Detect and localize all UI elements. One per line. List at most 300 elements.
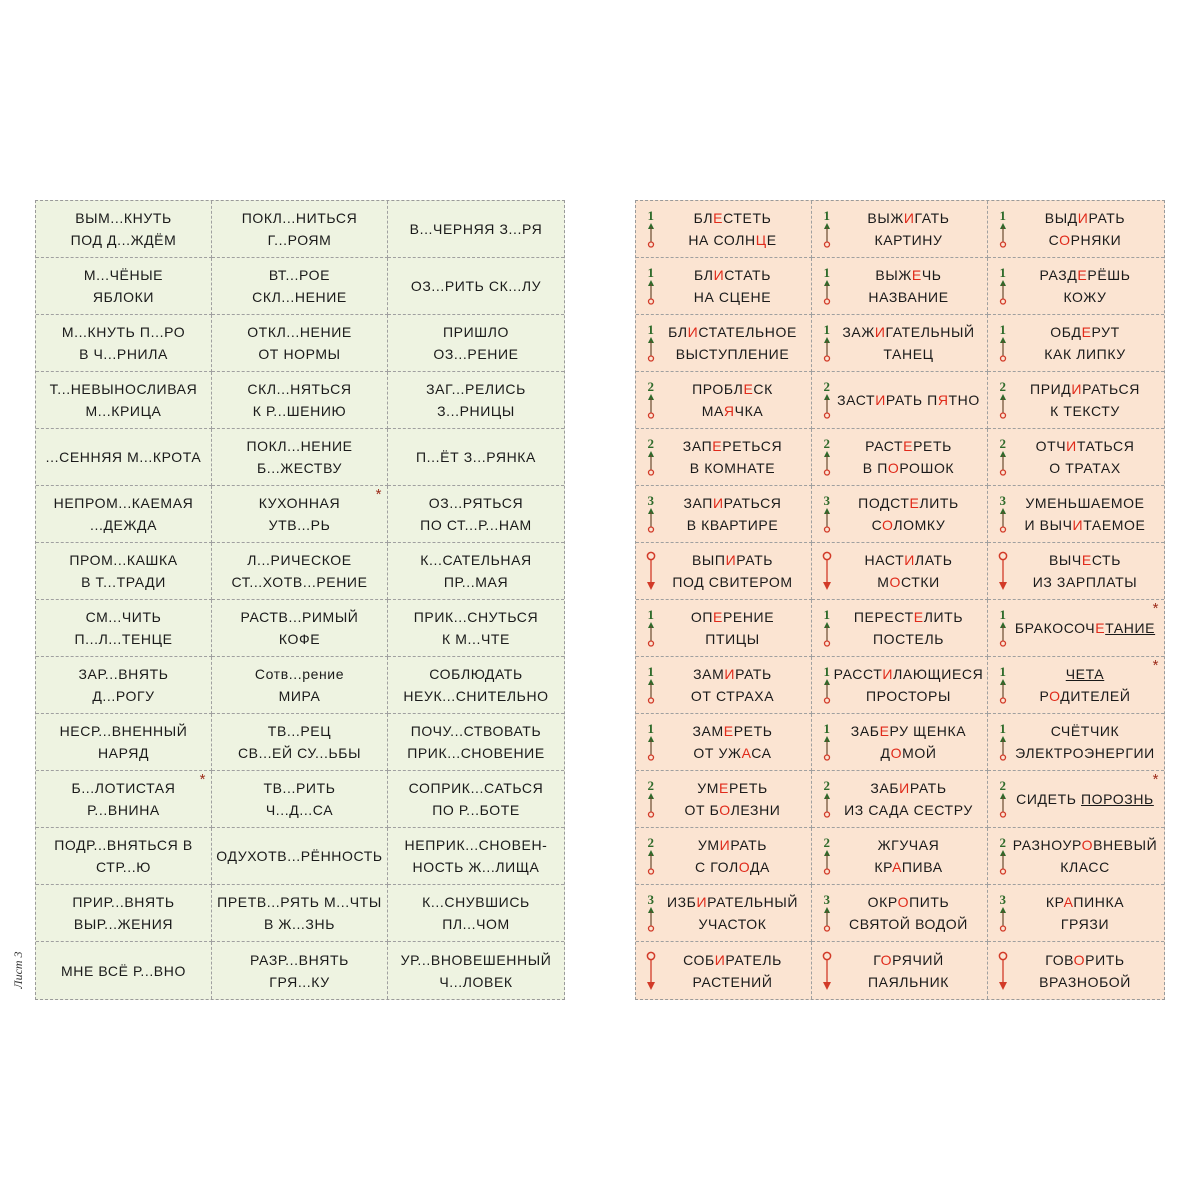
card-line: ВЫМ...КНУТЬ <box>75 210 172 226</box>
vowel-highlight: О <box>1059 232 1071 248</box>
svg-text:3: 3 <box>647 494 655 508</box>
card-line: РАСТВ...РИМЫЙ <box>240 609 359 625</box>
vowel-highlight: Е <box>1095 620 1106 636</box>
word-card <box>212 714 388 771</box>
text-segment: РАТЬ <box>730 837 768 853</box>
svg-text:3: 3 <box>823 494 831 508</box>
answer-card <box>636 600 812 657</box>
answer-card <box>812 372 988 429</box>
card-line: ПОДР...ВНЯТЬСЯ В <box>54 837 193 853</box>
card-line <box>695 856 770 878</box>
text-segment: РАСТЕНИЙ <box>692 973 773 990</box>
card-line: ПОКЛ...НИТЬСЯ <box>241 210 358 226</box>
card-line <box>688 229 776 251</box>
card-line <box>874 856 942 878</box>
vowel-highlight: О <box>887 460 900 476</box>
card-line: НЕУК...СНИТЕЛЬНО <box>403 688 549 704</box>
text-segment: ПОД СВИТЕРОМ <box>672 574 793 590</box>
arrow-up-1-icon <box>997 665 1009 705</box>
arrow-up-1-icon <box>997 722 1009 762</box>
arrow-up-1-icon <box>645 608 657 648</box>
text-segment: ГОВ <box>1045 951 1074 968</box>
card-line <box>692 378 773 400</box>
text-segment: КАРТИНУ <box>874 232 943 248</box>
word-card <box>388 429 564 486</box>
answer-card <box>812 771 988 828</box>
card-line <box>690 457 775 479</box>
svg-text:2: 2 <box>999 779 1007 793</box>
text-segment: РАТЬ <box>909 780 947 796</box>
card-line <box>694 264 771 286</box>
word-card <box>36 657 212 714</box>
text-segment: ЖГУЧАЯ <box>877 837 940 853</box>
arrow-up-1-icon <box>645 665 657 705</box>
text-segment: УМ <box>697 780 719 796</box>
card-line: М...КНУТЬ П...РО <box>61 324 186 340</box>
arrow-up-1-icon <box>821 266 833 306</box>
vowel-highlight: И <box>1071 381 1083 397</box>
text-segment: Е <box>766 232 777 248</box>
card-line: ОЗ...РЯТЬСЯ <box>428 495 524 511</box>
card-line: НОСТЬ Ж...ЛИЩА <box>412 859 540 875</box>
answer-card <box>988 771 1164 828</box>
arrow-up-2-icon <box>997 779 1009 819</box>
vowel-highlight: Я <box>937 392 949 408</box>
text-segment: ПИТЬ <box>909 894 950 910</box>
svg-text:1: 1 <box>823 608 831 622</box>
text-segment: ПТИЦЫ <box>705 631 760 647</box>
text-segment: ОТ УЖ <box>693 745 742 761</box>
text-segment: РЕНИЕ <box>722 609 775 625</box>
arrow-up-1-icon <box>821 608 833 648</box>
arrow-up-3-icon <box>645 893 657 933</box>
card-line <box>834 663 984 685</box>
card-line <box>698 913 766 935</box>
card-line: РАЗР...ВНЯТЬ <box>250 951 349 968</box>
right-card-sheet <box>635 200 1165 1000</box>
text-segment: КР <box>874 859 893 875</box>
answer-card <box>636 828 812 885</box>
text-segment: РАТЕЛЬНЫЙ <box>707 894 799 910</box>
text-segment: ЗАП <box>682 438 713 454</box>
svg-text:3: 3 <box>647 893 655 907</box>
arrow-up-1-icon <box>997 323 1009 363</box>
card-line <box>1025 492 1144 514</box>
svg-text:1: 1 <box>999 722 1007 736</box>
card-line <box>851 720 966 742</box>
arrow-up-2-icon <box>821 437 833 477</box>
arrow-up-3-icon <box>821 494 833 534</box>
text-segment: СТЬ <box>1091 552 1121 568</box>
svg-text:1: 1 <box>823 323 831 337</box>
text-segment: УМЕНЬШАЕМОЕ <box>1025 495 1145 511</box>
svg-text:2: 2 <box>999 380 1007 394</box>
card-line <box>672 571 792 593</box>
answer-card <box>812 258 988 315</box>
card-line: ВЫР...ЖЕНИЯ <box>73 916 174 932</box>
text-segment: ЗАБ <box>870 780 900 796</box>
text-segment: ВНЕВЫЙ <box>1093 837 1158 853</box>
arrow-down-icon <box>997 551 1009 591</box>
answer-card <box>988 258 1164 315</box>
svg-text:3: 3 <box>999 494 1007 508</box>
word-card <box>36 258 212 315</box>
word-card <box>36 486 212 543</box>
card-line: Г...РОЯМ <box>267 232 332 248</box>
card-line: ОТ НОРМЫ <box>258 346 341 362</box>
card-line: ПО СТ...Р...НАМ <box>420 517 532 533</box>
svg-text:1: 1 <box>823 722 831 736</box>
card-line: З...РНИЦЫ <box>437 403 515 419</box>
text-segment: РАССТ <box>833 666 883 682</box>
card-line <box>1025 514 1146 536</box>
card-line <box>685 799 781 821</box>
vowel-highlight: И <box>714 951 726 968</box>
card-line: ПОД Д...ЖДЁМ <box>70 232 177 248</box>
card-line: ПО Р...БОТЕ <box>432 802 520 818</box>
word-card <box>212 600 388 657</box>
vowel-highlight: Е <box>903 438 914 454</box>
svg-text:2: 2 <box>823 836 831 850</box>
arrow-up-1-icon <box>821 722 833 762</box>
text-segment: НАЗВАНИЕ <box>868 289 949 305</box>
arrow-up-1-icon <box>821 665 833 705</box>
text-segment: ДИТЕЛЕЙ <box>1060 688 1131 704</box>
card-line <box>1049 229 1122 251</box>
arrow-up-3-icon <box>821 893 833 933</box>
svg-text:2: 2 <box>999 437 1007 451</box>
word-card <box>36 372 212 429</box>
answer-card <box>812 315 988 372</box>
svg-text:1: 1 <box>823 665 831 679</box>
card-line <box>1045 949 1124 971</box>
svg-text:2: 2 <box>823 437 831 451</box>
vowel-highlight: О <box>889 574 901 590</box>
text-segment: БЛ <box>668 324 688 340</box>
vowel-highlight: О <box>1081 837 1094 853</box>
word-card <box>36 201 212 258</box>
text-segment: ПИВА <box>901 859 943 875</box>
card-line <box>870 777 946 799</box>
card-line <box>694 286 771 308</box>
card-line <box>687 514 779 536</box>
vowel-highlight: О <box>897 894 910 910</box>
card-line <box>868 286 948 308</box>
text-segment: ЛИТЬ <box>923 609 964 625</box>
card-line: НЕСР...ВНЕННЫЙ <box>59 723 188 739</box>
asterisk-mark: * <box>1152 771 1159 788</box>
card-line <box>863 457 954 479</box>
card-line: К...САТЕЛЬНАЯ <box>420 552 532 568</box>
card-line: ПРИК...СНУТЬСЯ <box>413 609 539 625</box>
vowel-highlight: Я <box>723 403 735 419</box>
text-segment: ПОДСТ <box>858 495 910 511</box>
vowel-highlight: Е <box>723 723 734 739</box>
answer-card <box>636 714 812 771</box>
vowel-highlight: И <box>882 666 894 682</box>
word-card <box>388 315 564 372</box>
card-line <box>1036 435 1135 457</box>
text-segment: РЕТЬ <box>913 438 952 454</box>
text-segment: ПАЯЛЬНИК <box>867 973 949 990</box>
card-line <box>880 742 936 764</box>
answer-card <box>812 714 988 771</box>
text-segment: ГАТЬ <box>914 210 950 226</box>
arrow-down-icon <box>997 951 1009 991</box>
text-segment: О ТРАТАХ <box>1049 460 1121 476</box>
text-segment: ЗАП <box>683 495 713 511</box>
text-segment: ВЫД <box>1044 210 1078 226</box>
asterisk-mark: * <box>199 771 206 788</box>
answer-card <box>988 486 1164 543</box>
text-segment: БЛ <box>693 210 714 226</box>
svg-text:1: 1 <box>647 323 655 337</box>
card-line: СОПРИК...САТЬСЯ <box>408 780 544 796</box>
text-segment: ПЕРЕСТ <box>853 609 914 625</box>
card-line: В Т...ТРАДИ <box>81 574 166 590</box>
answer-card <box>812 657 988 714</box>
vowel-highlight: О <box>882 517 894 533</box>
vowel-highlight: Е <box>713 609 723 625</box>
vowel-highlight: О <box>890 745 903 761</box>
text-segment: ПОРОЗНЬ <box>1081 791 1154 807</box>
card-line: К М...ЧТЕ <box>442 631 510 647</box>
card-line <box>668 321 797 343</box>
word-card <box>212 942 388 999</box>
answer-card <box>636 543 812 600</box>
word-card <box>212 486 388 543</box>
svg-text:3: 3 <box>823 893 831 907</box>
word-card <box>212 201 388 258</box>
card-line: СКЛ...НЯТЬСЯ <box>247 381 352 397</box>
card-line: ПРИК...СНОВЕНИЕ <box>407 745 545 761</box>
card-line <box>683 435 782 457</box>
word-card <box>36 885 212 942</box>
card-line <box>868 891 950 913</box>
card-line <box>1040 264 1131 286</box>
vowel-highlight: О <box>880 951 893 968</box>
answer-card <box>988 657 1164 714</box>
text-segment: ОКР <box>867 894 898 910</box>
text-segment: РАТЬСЯ <box>1082 381 1140 397</box>
card-line: В Ч...РНИЛА <box>79 346 168 362</box>
arrow-down-icon <box>821 551 833 591</box>
svg-text:1: 1 <box>647 266 655 280</box>
vowel-highlight: Е <box>1081 552 1092 568</box>
card-line <box>872 514 946 536</box>
svg-text:2: 2 <box>647 779 655 793</box>
card-line <box>1039 971 1131 993</box>
arrow-down-icon <box>821 951 833 991</box>
card-line <box>1061 913 1109 935</box>
arrow-down-icon <box>645 551 657 591</box>
word-card <box>388 714 564 771</box>
text-segment: РЕТЬ <box>728 780 768 796</box>
card-line: ПР...МАЯ <box>443 574 509 590</box>
answer-card <box>988 714 1164 771</box>
card-line: СТ...ХОТВ...РЕНИЕ <box>231 574 368 590</box>
vowel-highlight: И <box>1066 438 1077 454</box>
card-line <box>858 492 959 514</box>
text-segment: РАЗД <box>1039 267 1078 283</box>
text-segment: В П <box>862 460 888 476</box>
text-segment: ЗАБ <box>850 723 880 739</box>
text-segment: ЗАМ <box>693 666 725 682</box>
card-line: Ч...Д...СА <box>265 802 334 818</box>
arrow-up-3-icon <box>645 494 657 534</box>
word-card <box>36 771 212 828</box>
card-line: КОФЕ <box>278 631 321 647</box>
arrow-up-1-icon <box>645 266 657 306</box>
answer-card <box>636 429 812 486</box>
card-line <box>692 971 772 993</box>
vowel-highlight: И <box>1072 517 1084 533</box>
vowel-highlight: О <box>1073 951 1086 968</box>
text-segment: КОЖУ <box>1063 289 1107 305</box>
card-line: ЗАР...ВНЯТЬ <box>78 666 169 682</box>
word-card <box>36 315 212 372</box>
card-line: НЕПРИК...СНОВЕН- <box>404 837 548 853</box>
card-line: Т...НЕВЫНОСЛИВАЯ <box>49 381 198 397</box>
card-line: ...СЕННЯЯ М...КРОТА <box>45 449 202 465</box>
card-line: ТВ...РЕЦ <box>267 723 332 739</box>
svg-text:1: 1 <box>647 209 655 223</box>
word-card <box>388 372 564 429</box>
card-line <box>1030 378 1140 400</box>
text-segment: УМ <box>697 837 720 853</box>
text-segment: ЧКА <box>734 403 764 419</box>
text-segment: РЁШЬ <box>1087 267 1131 283</box>
card-line: Б...ЖЕСТВУ <box>256 460 343 476</box>
card-line: ...ДЕЖДА <box>89 517 158 533</box>
text-segment: ОП <box>690 609 713 625</box>
text-segment: ГАТЕЛЬНЫЙ <box>885 324 975 340</box>
word-card <box>388 201 564 258</box>
card-line <box>691 685 774 707</box>
answer-card <box>988 828 1164 885</box>
arrow-up-2-icon <box>645 779 657 819</box>
card-line <box>865 549 953 571</box>
vowel-highlight: И <box>725 552 737 568</box>
text-segment: РАСТ <box>865 438 904 454</box>
text-segment: СВЯТОЙ ВОДОЙ <box>849 916 968 932</box>
vowel-highlight: И <box>687 324 699 340</box>
svg-text:1: 1 <box>999 323 1007 337</box>
text-segment: РАТЬ <box>1088 210 1126 226</box>
card-line <box>875 264 941 286</box>
card-line: ГРЯ...КУ <box>269 973 330 990</box>
card-line: КУХОННАЯ <box>258 495 341 511</box>
text-segment: БРАКОСОЧ <box>1014 620 1096 636</box>
text-segment: ЧЕТА <box>1065 666 1105 682</box>
card-line: МИРА <box>278 688 321 704</box>
svg-text:1: 1 <box>999 209 1007 223</box>
text-segment: НАСТ <box>864 552 905 568</box>
card-line <box>1050 321 1120 343</box>
text-segment: РЯЧИЙ <box>892 951 944 968</box>
word-card <box>388 486 564 543</box>
vowel-highlight: И <box>696 894 708 910</box>
card-line: ОТКЛ...НЕНИЕ <box>247 324 352 340</box>
text-segment: ВЫЖ <box>875 267 912 283</box>
text-segment: С <box>871 517 883 533</box>
answer-card <box>988 315 1164 372</box>
card-line <box>1051 720 1120 742</box>
card-line <box>697 777 768 799</box>
text-segment: РАЗНОУР <box>1012 837 1082 853</box>
text-segment: ЗАЖ <box>842 324 875 340</box>
answer-card <box>988 429 1164 486</box>
card-line: ЯБЛОКИ <box>92 289 155 305</box>
text-segment: ВЫП <box>691 552 726 568</box>
vowel-highlight: Е <box>911 267 922 283</box>
text-segment: ВЫЖ <box>867 210 904 226</box>
text-segment: Р <box>1039 688 1050 704</box>
text-segment: РАТЬ <box>735 666 772 682</box>
word-card <box>212 771 388 828</box>
svg-text:2: 2 <box>823 380 831 394</box>
svg-text:1: 1 <box>647 608 655 622</box>
card-line <box>873 628 944 650</box>
svg-text:1: 1 <box>999 266 1007 280</box>
card-line <box>1015 617 1155 639</box>
answer-card <box>636 771 812 828</box>
word-card <box>212 543 388 600</box>
card-line <box>683 492 781 514</box>
card-line: ЗАГ...РЕЛИСЬ <box>426 381 526 397</box>
card-line <box>694 207 772 229</box>
word-card <box>388 942 564 999</box>
text-segment: СИДЕТЬ <box>1016 791 1081 807</box>
vowel-highlight: О <box>1049 688 1061 704</box>
text-segment: РНЯКИ <box>1070 232 1122 248</box>
answer-card <box>812 429 988 486</box>
card-line: В Ж...ЗНЬ <box>264 916 335 932</box>
vowel-highlight: А <box>741 745 752 761</box>
card-line <box>1049 549 1121 571</box>
text-segment: К ТЕКСТУ <box>1050 403 1120 419</box>
vowel-highlight: И <box>724 666 736 682</box>
card-line: П...Л...ТЕНЦЕ <box>74 631 173 647</box>
card-line: ПРИШЛО <box>443 324 509 340</box>
text-segment: ТАНИЕ <box>1105 620 1156 636</box>
word-card <box>212 315 388 372</box>
card-line <box>849 913 968 935</box>
word-card <box>212 372 388 429</box>
card-line <box>691 606 774 628</box>
answer-card <box>636 258 812 315</box>
svg-text:2: 2 <box>647 437 655 451</box>
card-line <box>877 571 940 593</box>
card-line <box>842 321 974 343</box>
text-segment: ЛАЮЩИЕСЯ <box>893 666 984 682</box>
text-segment: КР <box>1045 894 1064 910</box>
text-segment: РОШОК <box>899 460 955 476</box>
card-line <box>693 663 772 685</box>
card-line <box>692 720 772 742</box>
text-segment: ИЗБ <box>666 894 697 910</box>
card-line: ПРИР...ВНЯТЬ <box>72 894 175 910</box>
answer-card <box>812 828 988 885</box>
svg-text:2: 2 <box>999 836 1007 850</box>
answer-card <box>636 486 812 543</box>
card-line <box>837 389 980 411</box>
card-line <box>878 834 940 856</box>
word-card <box>212 885 388 942</box>
card-line <box>844 799 973 821</box>
text-segment: В КВАРТИРЕ <box>686 517 779 533</box>
text-segment: И ВЫЧ <box>1024 517 1073 533</box>
